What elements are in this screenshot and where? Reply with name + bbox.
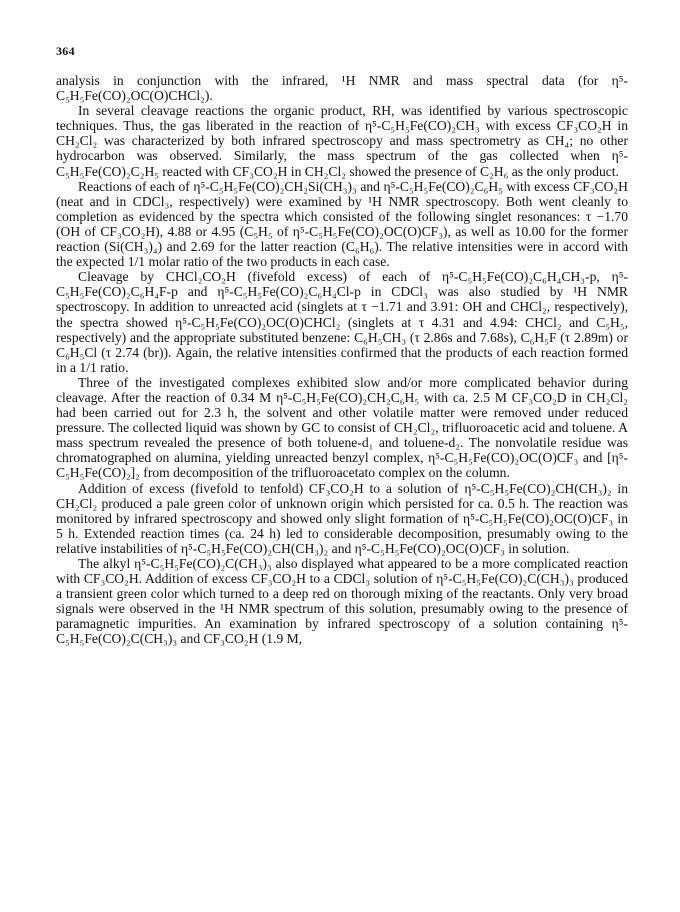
paragraph-isopropyl-complex: Addition of excess (fivefold to tenfold) CF₃CO₂H to a solution of η⁵-C₅H₅Fe(CO)₂CH(CH₃)₂ in CH₂Cl₂ produced a pale green color of unknown origin which persisted for ca. 0.5 h. The reaction was monitored by infrared spectroscopy and showed only slight formation of η⁵-C₅H₅Fe(CO)₂OC(O)CF₃ in 5 h. Extended reaction times (ca. 24 h) led to considerable decomposition, presumably owing to the relative instabilities of η⁵-C₅H₅Fe(CO)₂CH(CH₃)₂ and η⁵-C₅H₅Fe(CO)₂OC(O)CF₃ in solution. [56,480,628,556]
page-number: 364 [56,44,75,58]
paragraph-chcl2-cleavage: Cleavage by CHCl₂CO₂H (fivefold excess) of each of η⁵-C₅H₅Fe(CO)₂C₆H₄CH₃-p, η⁵-C₅H₅Fe(CO)₂C₆H₄F-p and η⁵-C₅H₅Fe(CO)₂C₆H₄Cl-p in CDCl₃ was also studied by ¹H NMR spectroscopy. In addition to unreacted acid (singlets at τ −1.71 and 3.91: OH and CHCl₂, respectively), the spectra showed η⁵-C₅H₅Fe(CO)₂OC(O)CHCl₂ (singlets at τ 4.31 and 4.94: CHCl₂ and C₅H₅, respectively) and the appropriate substituted benzene: C₆H₅CH₃ (τ 2.86s and 7.68s), C₆H₅F (τ 2.89m) or C₆H₅Cl (τ 2.74 (br)). Again, the relative intensities confirmed that the products of each reaction formed in a 1/1 ratio. [56,269,628,375]
paragraph-tert-butyl-complex: The alkyl η⁵-C₅H₅Fe(CO)₂C(CH₃)₃ also displayed what appeared to be a more complicated reaction with CF₃CO₂H. Addition of excess CF₃CO₂H to a CDCl₃ solution of η⁵-C₅H₅Fe(CO)₂C(CH₃)₃ produced a transient green color which turned to a deep red on thorough mixing of the reactants. Only very broad signals were observed in the ¹H NMR spectrum of this solution, presumably owing to the presence of paramagnetic impurities. An examination by infrared spectroscopy of a solution containing η⁵-C₅H₅Fe(CO)₂C(CH₃)₃ and CF₃CO₂H (1.9 M, [56,556,628,647]
paragraph-continuation: analysis in conjunction with the infrared, ¹H NMR and mass spectral data (for η⁵-C₅H₅Fe(CO)₂OC(O)CHCl₂). [56,73,628,104]
paragraph-nmr-reactions: Reactions of each of η⁵-C₅H₅Fe(CO)₂CH₂Si(CH₃)₃ and η⁵-C₅H₅Fe(CO)₂C₆H₅ with excess CF₃CO₂H (neat and in CDCl₃, respectively) were examined by ¹H NMR spectroscopy. Both went cleanly to completion as evidenced by the spectra which consisted of the following singlet resonances: τ −1.70 (OH of CF₃CO₂H), 4.88 or 4.95 (C₅H₅ of η⁵-C₅H₅Fe(CO)₂OC(O)CF₃), as well as 10.00 for the former reaction (Si(CH₃)₄) and 2.69 for the latter reaction (C₆H₆). The relative intensities were in accord with the expected 1/1 molar ratio of the two products in each case. [56,178,628,270]
paragraph-benzyl-complex: Three of the investigated complexes exhibited slow and/or more complicated behavior during cleavage. After the reaction of 0.34 M η⁵-C₅H₅Fe(CO)₂CH₂C₆H₅ with ca. 2.5 M CF₃CO₂D in CH₂Cl₂ had been carried out for 2.3 h, the solvent and other volatile matter were removed under reduced pressure. The collected liquid was shown by GC to consist of CH₂Cl₂, trifluoroacetic acid and toluene. A mass spectrum revealed the presence of both toluene-d₁ and toluene-d₂. The nonvolatile residue was chromatographed on alumina, yielding unreacted benzyl complex, η⁵-C₅H₅Fe(CO)₂OC(O)CF₃ and [η⁵-C₅H₅Fe(CO)₂]₂ from decomposition of the trifluoroacetato complex on the column. [56,374,628,481]
paragraph-organic-product: In several cleavage reactions the organic product, RH, was identified by various spectroscopic techniques. Thus, the gas liberated in the reaction of η⁵-C₅H₅Fe(CO)₂CH₃ with excess CF₃CO₂H in CH₂Cl₂ was characterized by both infrared spectroscopy and mass spectrometry as CH₄; no other hydrocarbon was observed. Similarly, the mass spectrum of the gas collected when η⁵-C₅H₅Fe(CO)₂C₂H₅ reacted with CF₃CO₂H in CH₂Cl₂ showed the presence of C₂H₆ as the only product. [56,103,628,179]
article-body [56,73,628,647]
